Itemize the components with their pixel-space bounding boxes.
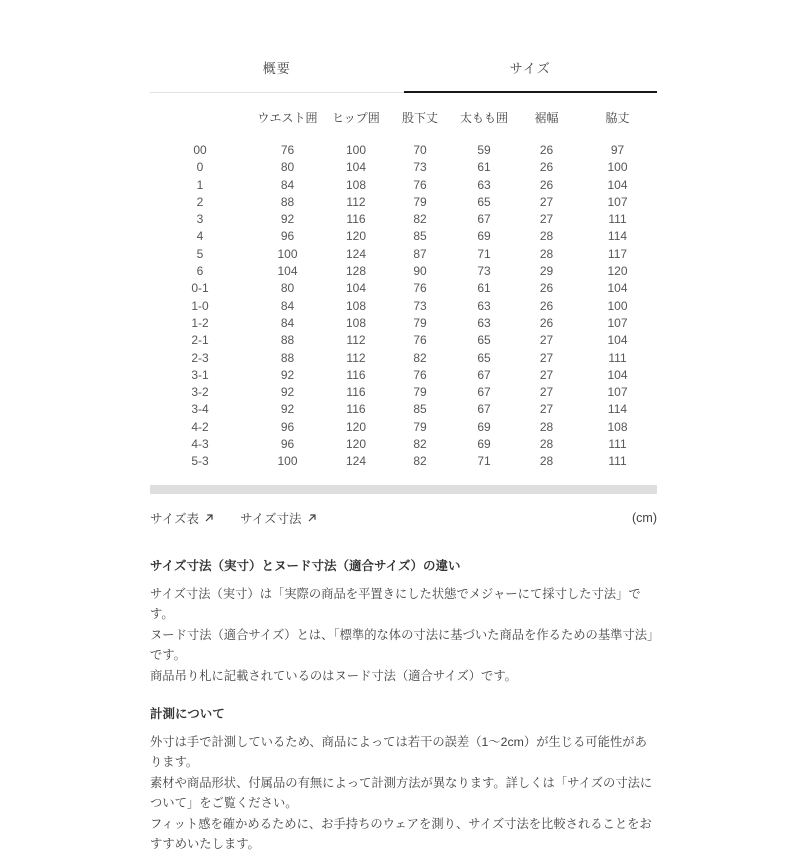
size-value: 26	[539, 315, 554, 330]
size-value: 124	[345, 454, 367, 469]
links-row	[150, 509, 657, 527]
external-link-icon	[204, 513, 214, 523]
size-measurement-link[interactable]	[240, 509, 317, 527]
size-value: 29	[539, 264, 554, 279]
size-value: 28	[539, 419, 554, 434]
header-inseam: 股下丈	[401, 111, 438, 125]
size-value: 104	[607, 281, 628, 296]
size-value: 28	[539, 454, 554, 469]
table-row	[150, 177, 657, 194]
table-row	[150, 436, 657, 453]
table-row	[150, 350, 657, 367]
size-value: 85	[413, 402, 427, 417]
tab-overview-label: 概要	[262, 61, 291, 76]
size-value: 69	[477, 437, 491, 452]
section-paragraph: 商品吊り札に記載されているのはヌード寸法（適合サイズ）です。	[150, 668, 517, 683]
size-value: 107	[607, 385, 628, 400]
size-value: 96	[280, 437, 295, 452]
size-value: 92	[280, 367, 295, 382]
size-value: 108	[345, 177, 367, 192]
size-value: 111	[608, 212, 627, 227]
size-value: 63	[477, 298, 491, 313]
size-label: 4-2	[191, 419, 209, 434]
table-row	[150, 298, 657, 315]
size-label: 3-4	[191, 402, 209, 417]
size-value: 82	[413, 454, 427, 469]
header-hem-width: 裾幅	[534, 111, 559, 125]
size-value: 112	[346, 350, 366, 365]
size-value: 82	[413, 437, 427, 452]
section-paragraph: 素材や商品形状、付属品の有無によって計測方法が異なります。詳しくは「サイズの寸法について」をご覧ください。	[150, 775, 653, 810]
size-value: 107	[607, 315, 628, 330]
size-value: 26	[539, 298, 554, 313]
size-value: 84	[280, 315, 295, 330]
size-value: 73	[413, 298, 427, 313]
size-value: 76	[413, 367, 427, 382]
size-label: 5	[196, 246, 204, 261]
header-hip: ヒップ囲	[332, 111, 380, 125]
size-value: 108	[345, 298, 367, 313]
size-value: 116	[346, 212, 366, 227]
size-value: 69	[477, 419, 491, 434]
size-value: 116	[346, 367, 366, 382]
table-row	[150, 246, 657, 263]
unit-label: (cm)	[632, 510, 657, 525]
size-value: 128	[345, 264, 367, 279]
size-label: 2-3	[191, 350, 209, 365]
size-value: 97	[610, 143, 625, 157]
size-value: 27	[539, 350, 554, 365]
size-value: 79	[413, 419, 427, 434]
table-row	[150, 453, 657, 470]
table-row	[150, 332, 657, 349]
size-value: 114	[607, 229, 628, 244]
size-value: 27	[539, 333, 554, 348]
size-value: 28	[539, 229, 554, 244]
size-value: 104	[607, 177, 628, 192]
size-value: 82	[413, 212, 427, 227]
size-value: 116	[346, 402, 366, 417]
section-heading: 計測について	[150, 706, 225, 721]
tab-size[interactable]	[404, 48, 658, 93]
size-value: 61	[477, 281, 491, 296]
size-value: 79	[413, 194, 427, 209]
size-value: 79	[413, 385, 427, 400]
table-row	[150, 419, 657, 436]
section-paragraph: 外寸は手で計測しているため、商品によっては若干の誤差（1～2cm）が生じる可能性があります。	[150, 734, 647, 769]
table-row	[150, 228, 657, 245]
section-paragraph: ヌード寸法（適合サイズ）とは、「標準的な体の寸法に基づいた商品を作るための基準寸法」です。	[150, 627, 654, 662]
size-label: 1	[196, 177, 204, 192]
size-value: 27	[539, 367, 554, 382]
size-label: 1-0	[191, 298, 209, 313]
size-value: 124	[345, 246, 367, 261]
size-value: 27	[539, 194, 554, 209]
size-value: 76	[413, 333, 427, 348]
size-value: 96	[280, 229, 295, 244]
table-row	[150, 367, 657, 384]
size-value: 107	[607, 194, 628, 209]
size-value: 84	[280, 298, 295, 313]
size-value: 65	[477, 350, 491, 365]
size-measurement-link-label: サイズ寸法	[240, 511, 302, 526]
size-label: 0-1	[191, 281, 209, 296]
horizontal-scrollbar-track	[150, 485, 657, 494]
size-value: 108	[345, 315, 367, 330]
size-value: 69	[477, 229, 491, 244]
size-value: 116	[346, 385, 366, 400]
size-value: 26	[539, 177, 554, 192]
size-value: 28	[539, 246, 554, 261]
header-empty	[150, 109, 250, 142]
size-label: 5-3	[191, 454, 209, 469]
size-value: 65	[477, 333, 491, 348]
size-value: 108	[607, 419, 628, 434]
size-value: 27	[539, 385, 554, 400]
size-value: 120	[345, 419, 367, 434]
size-chart-link-label: サイズ表	[150, 511, 200, 526]
size-label: 00	[193, 143, 207, 157]
size-label: 3-2	[191, 385, 209, 400]
size-value: 92	[280, 385, 295, 400]
size-value: 114	[607, 402, 628, 417]
size-value: 63	[477, 315, 491, 330]
size-value: 67	[477, 212, 491, 227]
size-value: 112	[346, 194, 366, 209]
size-value: 117	[607, 246, 628, 261]
section-paragraph: サイズ寸法（実寸）は「実際の商品を平置きにした状態でメジャーにて採寸した寸法」です。	[150, 586, 641, 621]
size-label: 4-3	[191, 437, 209, 452]
size-table	[150, 109, 657, 471]
table-row	[150, 142, 657, 159]
size-label: 1-2	[191, 315, 209, 330]
size-value: 104	[345, 281, 367, 296]
table-row	[150, 194, 657, 211]
size-value: 63	[477, 177, 491, 192]
section-heading: サイズ寸法（実寸）とヌード寸法（適合サイズ）の違い	[150, 558, 461, 573]
size-value: 26	[539, 160, 554, 175]
size-value: 88	[280, 333, 295, 348]
size-value: 59	[477, 143, 491, 157]
size-value: 100	[607, 298, 628, 313]
size-value: 27	[539, 402, 554, 417]
size-label: 0	[196, 160, 204, 175]
size-value: 104	[345, 160, 367, 175]
size-value: 104	[607, 333, 628, 348]
size-label: 2	[196, 194, 204, 209]
size-label: 3	[196, 212, 204, 227]
size-value: 111	[608, 454, 627, 469]
size-value: 26	[539, 281, 554, 296]
size-value: 100	[607, 160, 628, 175]
size-value: 76	[280, 143, 295, 157]
tab-bar	[150, 48, 657, 93]
size-value: 67	[477, 385, 491, 400]
size-value: 104	[277, 264, 298, 279]
size-value: 111	[608, 350, 627, 365]
size-value: 76	[413, 177, 427, 192]
size-value: 28	[539, 437, 554, 452]
size-value: 120	[345, 229, 367, 244]
table-row	[150, 401, 657, 418]
size-value: 96	[280, 419, 295, 434]
horizontal-scrollbar-thumb[interactable]	[150, 485, 657, 494]
header-side-length: 脇丈	[605, 111, 630, 125]
size-value: 27	[539, 212, 554, 227]
size-value: 120	[345, 437, 367, 452]
tab-overview[interactable]	[150, 48, 404, 93]
size-value: 67	[477, 402, 491, 417]
section-paragraph: フィット感を確かめるために、お手持ちのウェアを測り、サイズ寸法を比較されることをおすすめいたします。	[150, 816, 652, 851]
section-about-measurement	[150, 705, 657, 854]
table-row	[150, 159, 657, 176]
size-value: 92	[280, 402, 295, 417]
size-value: 70	[413, 143, 427, 157]
size-value: 26	[539, 143, 554, 157]
size-value: 112	[346, 333, 366, 348]
size-value: 92	[280, 212, 295, 227]
size-value: 82	[413, 350, 427, 365]
size-label: 3-1	[191, 367, 209, 382]
table-row	[150, 384, 657, 401]
size-value: 88	[280, 350, 295, 365]
size-value: 87	[413, 246, 427, 261]
size-value: 71	[477, 246, 491, 261]
size-value: 71	[477, 454, 491, 469]
size-value: 73	[477, 264, 491, 279]
size-value: 88	[280, 194, 295, 209]
size-value: 111	[608, 437, 627, 452]
size-value: 100	[345, 143, 367, 157]
size-value: 76	[413, 281, 427, 296]
size-value: 61	[477, 160, 491, 175]
size-value: 120	[607, 264, 628, 279]
section-size-measurement-difference	[150, 557, 657, 686]
size-value: 80	[280, 160, 295, 175]
size-value: 67	[477, 367, 491, 382]
size-value: 85	[413, 229, 427, 244]
size-value: 80	[280, 281, 295, 296]
table-row	[150, 280, 657, 297]
size-value: 100	[277, 454, 298, 469]
size-value: 100	[277, 246, 298, 261]
table-row	[150, 263, 657, 280]
size-value: 90	[413, 264, 427, 279]
header-thigh: 太もも囲	[459, 111, 508, 125]
external-link-icon	[307, 513, 317, 523]
size-value: 84	[280, 177, 295, 192]
header-waist: ウエスト囲	[257, 111, 318, 125]
size-value: 73	[413, 160, 427, 175]
size-value: 65	[477, 194, 491, 209]
size-panel	[150, 48, 657, 855]
size-value: 79	[413, 315, 427, 330]
table-row	[150, 211, 657, 228]
size-table-header	[150, 109, 657, 142]
size-label: 4	[196, 229, 204, 244]
table-row	[150, 315, 657, 332]
size-label: 6	[196, 264, 204, 279]
size-table-body	[150, 142, 657, 471]
size-value: 104	[607, 367, 628, 382]
tab-size-label: サイズ	[509, 61, 551, 76]
size-chart-link[interactable]	[150, 509, 214, 527]
size-label: 2-1	[191, 333, 209, 348]
